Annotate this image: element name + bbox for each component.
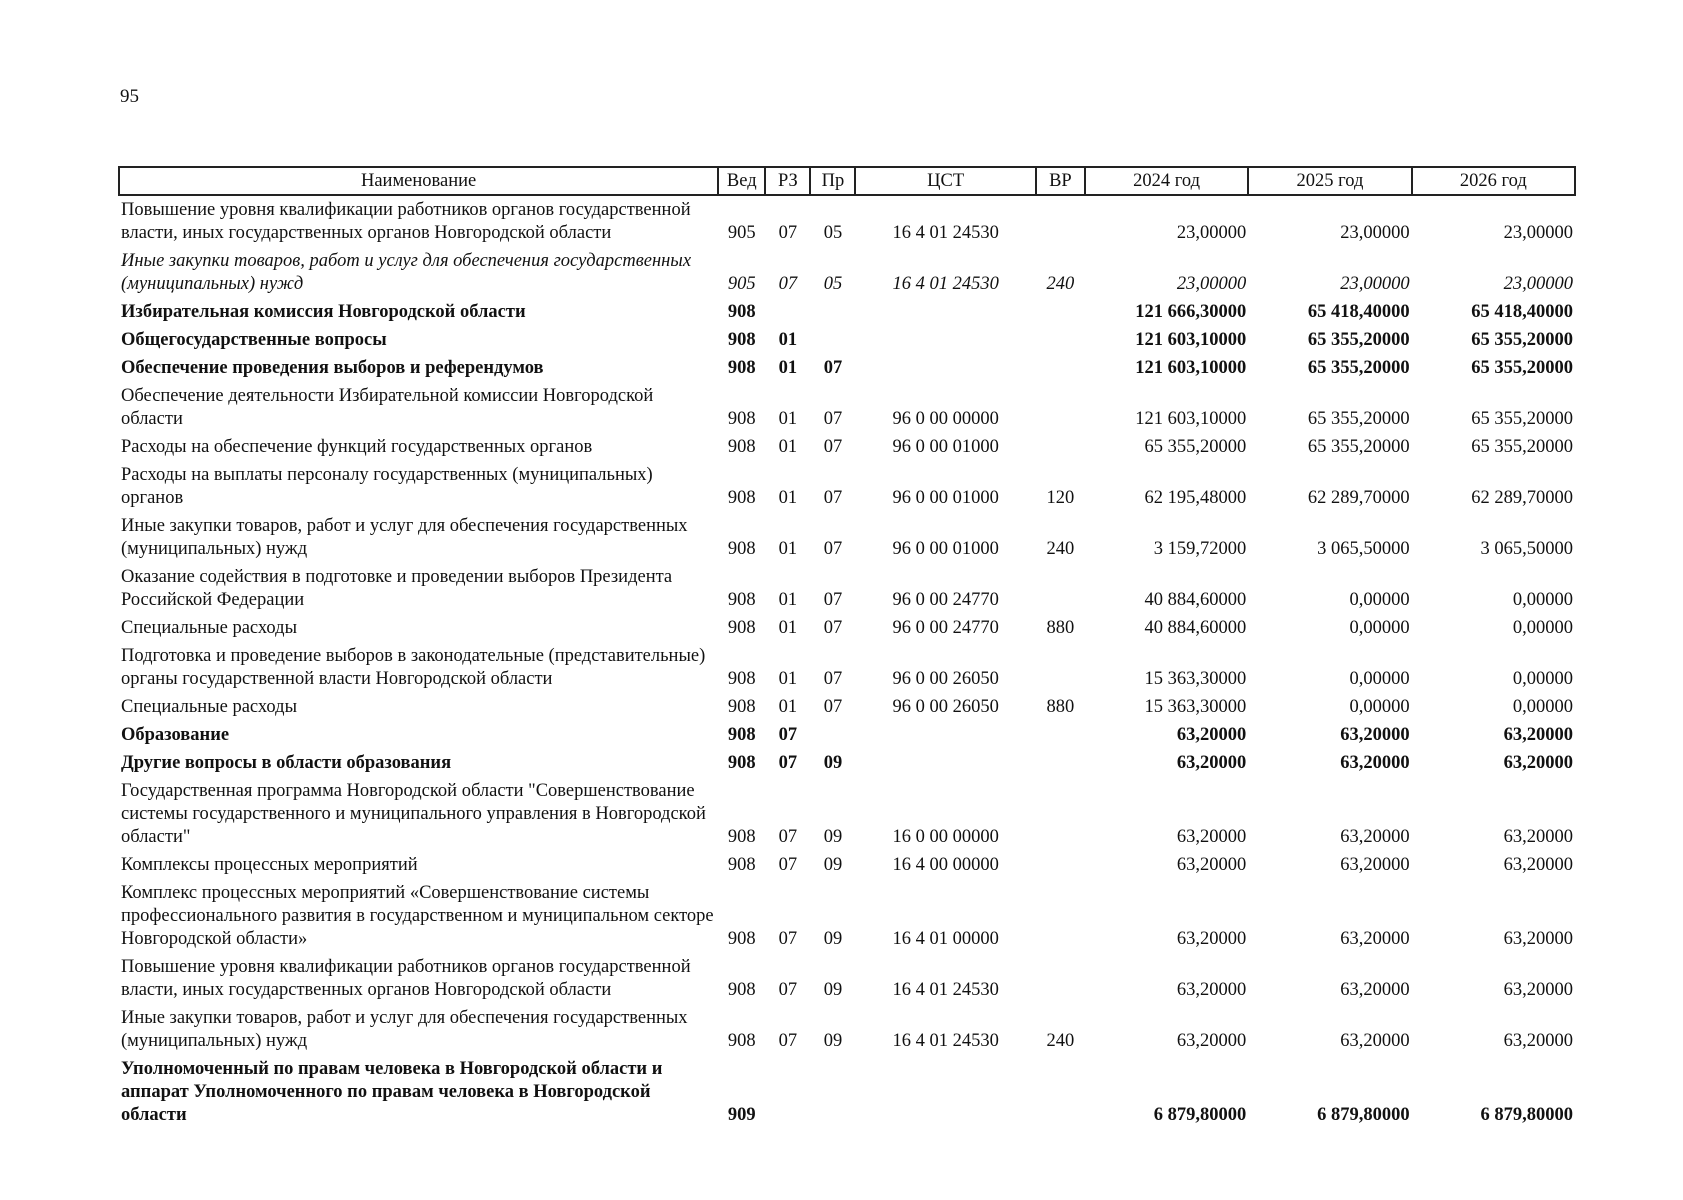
table-row — [119, 433, 1575, 461]
cell-cst: 96 0 00 24770 — [892, 618, 999, 638]
cell-2026: 62 289,70000 — [1471, 488, 1573, 508]
budget-table — [118, 166, 1576, 1129]
cell-pr: 09 — [823, 1031, 843, 1051]
header-vr: ВР — [1036, 167, 1085, 195]
cell-2024: 15 363,30000 — [1144, 669, 1247, 689]
cell-pr: 07 — [823, 590, 843, 610]
table-row — [119, 721, 1575, 749]
table-header-row — [119, 167, 1575, 195]
cell-pr: 07 — [823, 437, 843, 457]
cell-2026: 63,20000 — [1503, 855, 1573, 875]
cell-2026: 63,20000 — [1503, 725, 1573, 745]
cell-cst: 96 0 00 01000 — [892, 488, 999, 508]
cell-2025: 63,20000 — [1340, 929, 1410, 949]
cell-cst: 16 4 01 24530 — [892, 274, 999, 294]
table-row — [119, 326, 1575, 354]
cell-2024: 65 355,20000 — [1144, 437, 1247, 457]
header-2024: 2024 год — [1085, 167, 1248, 195]
header-cst: ЦСТ — [855, 167, 1035, 195]
cell-ved: 908 — [727, 618, 756, 638]
cell-name: Обеспечение проведения выборов и референдумов — [121, 358, 544, 378]
cell-rz: 01 — [778, 488, 798, 508]
cell-2025: 23,00000 — [1340, 223, 1410, 243]
cell-2025: 65 355,20000 — [1307, 330, 1410, 350]
cell-2024: 121 603,10000 — [1135, 409, 1247, 429]
cell-rz: 07 — [778, 980, 798, 1000]
cell-name: Иные закупки товаров, работ и услуг для обеспечения государственных (муниципальных) нужд — [121, 1008, 688, 1051]
cell-2025: 63,20000 — [1340, 1031, 1410, 1051]
cell-2024: 63,20000 — [1176, 827, 1247, 847]
cell-ved: 908 — [727, 669, 756, 689]
cell-name: Подготовка и проведение выборов в законодательные (представительные) органы государственной власти Новгородской области — [121, 646, 706, 689]
cell-vr: 240 — [1046, 274, 1075, 294]
cell-pr: 09 — [823, 855, 843, 875]
cell-pr: 09 — [823, 980, 843, 1000]
cell-vr: 240 — [1046, 1031, 1075, 1051]
cell-rz: 07 — [778, 223, 798, 243]
header-2025: 2025 год — [1248, 167, 1411, 195]
cell-cst: 16 4 00 00000 — [892, 855, 999, 875]
cell-2025: 0,00000 — [1349, 669, 1410, 689]
cell-name: Государственная программа Новгородской области "Совершенствование системы государственного и муниципального управления в Новгородской области" — [121, 781, 706, 847]
cell-cst: 16 0 00 00000 — [892, 827, 999, 847]
cell-2025: 23,00000 — [1340, 274, 1410, 294]
cell-pr: 05 — [823, 223, 843, 243]
table-row — [119, 642, 1575, 693]
cell-pr: 07 — [823, 488, 843, 508]
cell-cst: 96 0 00 26050 — [892, 669, 999, 689]
cell-2024: 63,20000 — [1176, 1031, 1247, 1051]
cell-rz: 07 — [778, 274, 798, 294]
cell-ved: 908 — [727, 725, 756, 745]
table-row — [119, 693, 1575, 721]
cell-2024: 3 159,72000 — [1153, 539, 1247, 559]
cell-vr — [1036, 382, 1085, 433]
cell-2025: 63,20000 — [1340, 980, 1410, 1000]
cell-rz: 01 — [778, 539, 798, 559]
cell-2024: 63,20000 — [1176, 929, 1247, 949]
cell-pr: 07 — [823, 697, 843, 717]
cell-vr — [1036, 721, 1085, 749]
header-ved: Вед — [718, 167, 765, 195]
cell-2025: 0,00000 — [1349, 618, 1410, 638]
cell-2024: 121 603,10000 — [1135, 330, 1247, 350]
cell-2024: 23,00000 — [1176, 223, 1247, 243]
cell-ved: 908 — [727, 302, 756, 322]
table-row — [119, 563, 1575, 614]
cell-rz: 07 — [778, 855, 798, 875]
cell-vr: 880 — [1046, 697, 1075, 717]
cell-cst: 96 0 00 01000 — [892, 437, 999, 457]
cell-rz: 01 — [778, 669, 798, 689]
cell-name: Расходы на выплаты персоналу государственных (муниципальных) органов — [121, 465, 653, 508]
cell-pr: 07 — [823, 358, 843, 378]
cell-2026: 65 355,20000 — [1471, 437, 1573, 457]
cell-2025: 0,00000 — [1349, 590, 1410, 610]
cell-ved: 908 — [727, 590, 756, 610]
cell-2024: 40 884,60000 — [1144, 590, 1247, 610]
cell-2024: 121 666,30000 — [1135, 302, 1247, 322]
cell-cst: 96 0 00 00000 — [892, 409, 999, 429]
cell-pr — [810, 326, 855, 354]
cell-name: Другие вопросы в области образования — [121, 753, 452, 773]
cell-vr — [1036, 433, 1085, 461]
cell-vr — [1036, 326, 1085, 354]
cell-rz: 07 — [778, 1031, 798, 1051]
table-row — [119, 354, 1575, 382]
cell-2025: 63,20000 — [1340, 725, 1410, 745]
cell-cst — [855, 749, 1035, 777]
cell-vr — [1036, 749, 1085, 777]
cell-rz: 07 — [778, 827, 798, 847]
cell-vr — [1036, 195, 1085, 247]
cell-rz: 07 — [778, 929, 798, 949]
cell-2024: 63,20000 — [1176, 855, 1247, 875]
table-row — [119, 195, 1575, 247]
cell-cst: 16 4 01 24530 — [892, 223, 999, 243]
header-2026: 2026 год — [1412, 167, 1575, 195]
cell-pr — [810, 298, 855, 326]
cell-ved: 908 — [727, 1031, 756, 1051]
cell-name: Специальные расходы — [121, 697, 297, 717]
cell-name: Уполномоченный по правам человека в Новгородской области и аппарат Уполномоченного по правам человека в Новгородской области — [121, 1059, 663, 1125]
cell-name: Расходы на обеспечение функций государственных органов — [121, 437, 593, 457]
cell-2025: 63,20000 — [1340, 855, 1410, 875]
cell-rz — [765, 1055, 810, 1129]
table-row — [119, 953, 1575, 1004]
cell-ved: 905 — [727, 274, 756, 294]
cell-vr — [1036, 354, 1085, 382]
cell-pr: 07 — [823, 669, 843, 689]
cell-cst: 96 0 00 01000 — [892, 539, 999, 559]
cell-2025: 65 355,20000 — [1307, 358, 1410, 378]
cell-2024: 23,00000 — [1176, 274, 1247, 294]
table-row — [119, 1004, 1575, 1055]
cell-ved: 908 — [727, 697, 756, 717]
table-row — [119, 512, 1575, 563]
cell-name: Повышение уровня квалификации работников органов государственной власти, иных государственных органов Новгородской области — [121, 957, 691, 1000]
cell-rz: 01 — [778, 409, 798, 429]
cell-name: Специальные расходы — [121, 618, 297, 638]
cell-2025: 65 355,20000 — [1307, 409, 1410, 429]
cell-name: Обеспечение деятельности Избирательной комиссии Новгородской области — [121, 386, 654, 429]
cell-2026: 3 065,50000 — [1480, 539, 1573, 559]
cell-2024: 6 879,80000 — [1153, 1105, 1247, 1125]
table-row — [119, 382, 1575, 433]
cell-pr: 09 — [823, 929, 843, 949]
cell-ved: 908 — [727, 330, 756, 350]
cell-vr — [1036, 1055, 1085, 1129]
cell-rz: 01 — [778, 330, 798, 350]
cell-name: Общегосударственные вопросы — [121, 330, 387, 350]
cell-ved: 908 — [727, 539, 756, 559]
cell-cst — [855, 721, 1035, 749]
cell-name: Избирательная комиссия Новгородской области — [121, 302, 526, 322]
cell-2026: 23,00000 — [1503, 223, 1573, 243]
cell-2025: 65 418,40000 — [1307, 302, 1410, 322]
cell-vr — [1036, 777, 1085, 851]
cell-2025: 6 879,80000 — [1317, 1105, 1410, 1125]
cell-cst — [855, 298, 1035, 326]
cell-2025: 63,20000 — [1340, 753, 1410, 773]
cell-ved: 908 — [727, 488, 756, 508]
cell-2026: 65 418,40000 — [1471, 302, 1573, 322]
cell-name: Комплекс процессных мероприятий «Совершенствование системы профессионального развития в государственном и муниципальном секторе Новгородской области» — [121, 883, 714, 949]
table-row — [119, 777, 1575, 851]
header-rz: РЗ — [765, 167, 810, 195]
cell-2025: 65 355,20000 — [1307, 437, 1410, 457]
table-row — [119, 247, 1575, 298]
cell-2024: 63,20000 — [1176, 980, 1247, 1000]
cell-ved: 908 — [727, 437, 756, 457]
table-row — [119, 879, 1575, 953]
cell-rz: 01 — [778, 437, 798, 457]
cell-2026: 65 355,20000 — [1471, 409, 1573, 429]
table-row — [119, 614, 1575, 642]
cell-rz: 01 — [778, 697, 798, 717]
cell-ved: 908 — [727, 409, 756, 429]
header-name: Наименование — [119, 167, 718, 195]
cell-ved: 908 — [727, 980, 756, 1000]
cell-2025: 0,00000 — [1349, 697, 1410, 717]
cell-vr — [1036, 879, 1085, 953]
cell-2026: 6 879,80000 — [1480, 1105, 1573, 1125]
cell-2026: 0,00000 — [1512, 697, 1573, 717]
cell-cst: 16 4 01 24530 — [892, 980, 999, 1000]
cell-vr: 240 — [1046, 539, 1075, 559]
cell-ved: 908 — [727, 929, 756, 949]
cell-pr: 07 — [823, 409, 843, 429]
cell-name: Повышение уровня квалификации работников органов государственной власти, иных государственных органов Новгородской области — [121, 200, 691, 243]
cell-rz: 07 — [778, 725, 798, 745]
cell-rz: 07 — [778, 753, 798, 773]
cell-vr — [1036, 563, 1085, 614]
cell-cst: 96 0 00 24770 — [892, 590, 999, 610]
cell-2024: 15 363,30000 — [1144, 697, 1247, 717]
cell-cst: 16 4 01 00000 — [892, 929, 999, 949]
cell-cst: 96 0 00 26050 — [892, 697, 999, 717]
cell-rz — [765, 298, 810, 326]
cell-2026: 65 355,20000 — [1471, 358, 1573, 378]
cell-2026: 63,20000 — [1503, 980, 1573, 1000]
cell-name: Оказание содействия в подготовке и проведении выборов Президента Российской Федерации — [121, 567, 673, 610]
cell-pr: 07 — [823, 539, 843, 559]
cell-cst: 16 4 01 24530 — [892, 1031, 999, 1051]
cell-pr: 09 — [823, 827, 843, 847]
table-row — [119, 1055, 1575, 1129]
cell-ved: 905 — [727, 223, 756, 243]
header-pr: Пр — [810, 167, 855, 195]
cell-name: Образование — [121, 725, 230, 745]
cell-vr: 880 — [1046, 618, 1075, 638]
cell-2024: 121 603,10000 — [1135, 358, 1247, 378]
cell-ved: 908 — [727, 753, 756, 773]
cell-2026: 63,20000 — [1503, 753, 1573, 773]
cell-name: Комплексы процессных мероприятий — [121, 855, 418, 875]
cell-2024: 63,20000 — [1176, 725, 1247, 745]
table-row — [119, 851, 1575, 879]
table-row — [119, 461, 1575, 512]
cell-name: Иные закупки товаров, работ и услуг для обеспечения государственных (муниципальных) нужд — [121, 516, 688, 559]
table-row — [119, 749, 1575, 777]
cell-2026: 63,20000 — [1503, 827, 1573, 847]
cell-rz: 01 — [778, 590, 798, 610]
cell-2024: 63,20000 — [1176, 753, 1247, 773]
cell-vr — [1036, 298, 1085, 326]
cell-rz: 01 — [778, 358, 798, 378]
cell-ved: 908 — [727, 827, 756, 847]
cell-vr — [1036, 642, 1085, 693]
cell-vr — [1036, 851, 1085, 879]
cell-2026: 63,20000 — [1503, 929, 1573, 949]
cell-2026: 65 355,20000 — [1471, 330, 1573, 350]
page-number: 95 — [120, 86, 139, 107]
cell-cst — [855, 1055, 1035, 1129]
cell-vr: 120 — [1046, 488, 1075, 508]
cell-2025: 62 289,70000 — [1307, 488, 1410, 508]
cell-2024: 40 884,60000 — [1144, 618, 1247, 638]
cell-2026: 0,00000 — [1512, 590, 1573, 610]
cell-pr — [810, 1055, 855, 1129]
cell-2024: 62 195,48000 — [1144, 488, 1247, 508]
cell-vr — [1036, 953, 1085, 1004]
cell-ved: 908 — [727, 358, 756, 378]
cell-cst — [855, 326, 1035, 354]
cell-2026: 0,00000 — [1512, 618, 1573, 638]
cell-2026: 23,00000 — [1503, 274, 1573, 294]
cell-pr: 07 — [823, 618, 843, 638]
cell-ved: 909 — [727, 1105, 756, 1125]
cell-pr — [810, 721, 855, 749]
cell-name: Иные закупки товаров, работ и услуг для обеспечения государственных (муниципальных) нужд — [121, 251, 692, 294]
table-row — [119, 298, 1575, 326]
cell-2025: 63,20000 — [1340, 827, 1410, 847]
cell-ved: 908 — [727, 855, 756, 875]
cell-2026: 0,00000 — [1512, 669, 1573, 689]
cell-rz: 01 — [778, 618, 798, 638]
cell-2025: 3 065,50000 — [1317, 539, 1410, 559]
cell-pr: 09 — [823, 753, 843, 773]
cell-pr: 05 — [823, 274, 843, 294]
cell-2026: 63,20000 — [1503, 1031, 1573, 1051]
cell-cst — [855, 354, 1035, 382]
